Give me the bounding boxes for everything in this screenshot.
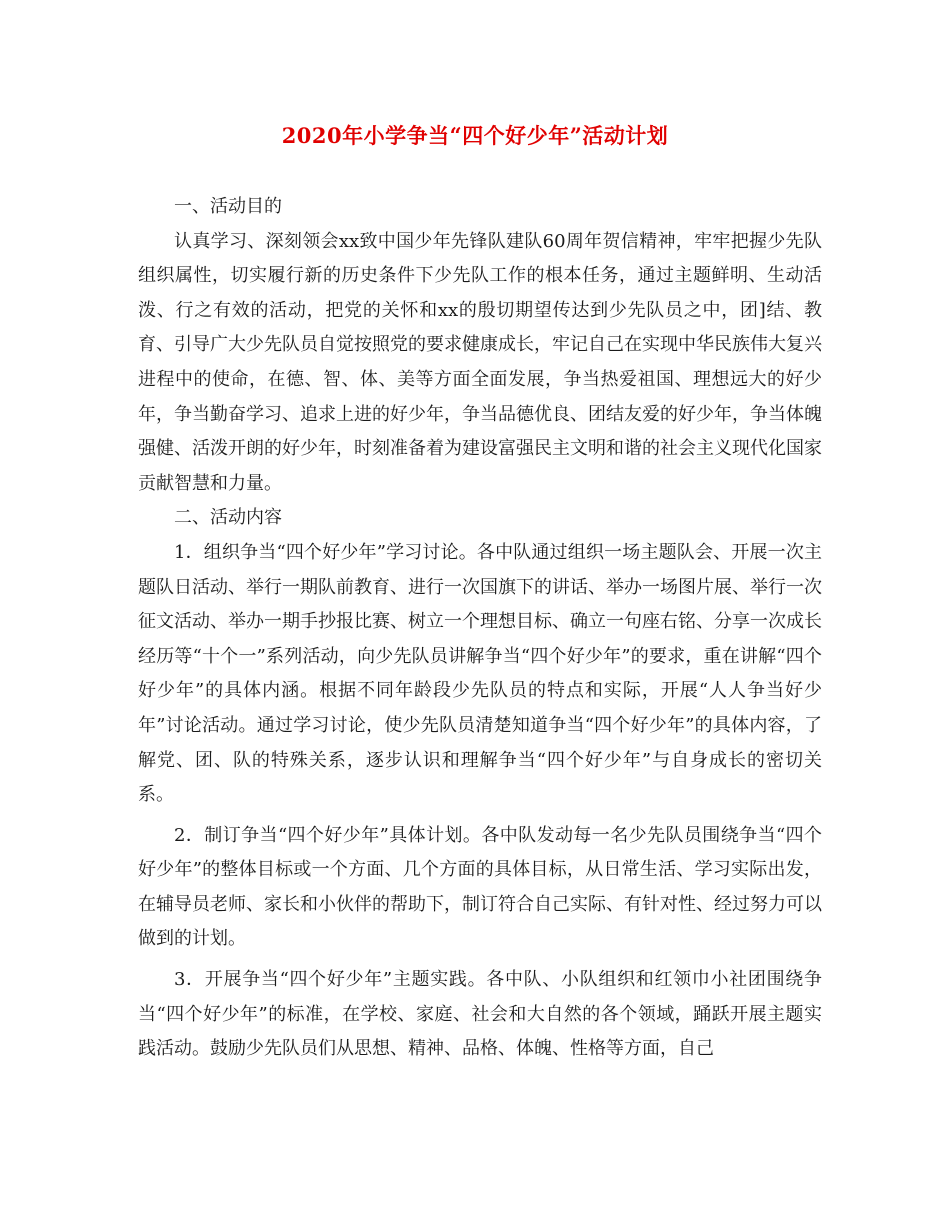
- document-body: [138, 190, 822, 1067]
- paragraph-content-2: 2．制订争当“四个好少年”具体计划。各中队发动每一名少先队员围绕争当“四个好少年”的整体目标或一个方面、几个方面的具体目标，从日常生活、学习实际出发，在辅导员老师、家长和小伙伴的帮助下，制订符合自己实际、有针对性、经过努力可以做到的计划。: [138, 824, 822, 950]
- section-heading-content: 二、活动内容: [174, 507, 282, 529]
- section-heading-purpose: 一、活动目的: [174, 196, 282, 217]
- paragraph-purpose: 认真学习、深刻领会xx致中国少年先锋队建队60周年贺信精神，牢牢把握少先队组织属性，切实履行新的历史条件下少先队工作的根本任务，通过主题鲜明、生动活泼、行之有效的活动，把党的关怀和xx的殷切期望传达到少先队员之中，团]结、教育、引导广大少先队员自觉按照党的要求健康成长，牢记自己在实现中华民族伟大复兴进程中的使命，在德、智、体、美等方面全面发展，争当热爱祖国、理想远大的好少年，争当勤奋学习、追求上进的好少年，争当品德优良、团结友爱的好少年，争当体魄强健、活泼开朗的好少年，时刻准备着为建设富强民主文明和谐的社会主义现代化国家贡献智慧和力量。: [138, 230, 822, 494]
- document-title: 2020年小学争当“四个好少年”活动计划: [281, 123, 669, 148]
- paragraph-content-1: 1．组织争当“四个好少年”学习讨论。各中队通过组织一场主题队会、开展一次主题队日活动、举行一期队前教育、进行一次国旗下的讲话、举办一场图片展、举行一次征文活动、举办一期手抄报比赛、树立一个理想目标、确立一句座右铭、分享一次成长经历等“十个一”系列活动，向少先队员讲解争当“四个好少年”的要求，重在讲解“四个好少年”的具体内涵。根据不同年龄段少先队员的特点和实际，开展“人人争当好少年”讨论活动。通过学习讨论，使少先队员清楚知道争当“四个好少年”的具体内容，了解党、团、队的特殊关系，逐步认识和理解争当“四个好少年”与自身成长的密切关系。: [138, 541, 822, 806]
- paragraph-content-3: 3．开展争当“四个好少年”主题实践。各中队、小队组织和红领巾小社团围绕争当“四个好少年”的标准，在学校、家庭、社会和大自然的各个领域，踊跃开展主题实践活动。鼓励少先队员们从思想、精神、品格、体魄、性格等方面，自己: [138, 969, 822, 1060]
